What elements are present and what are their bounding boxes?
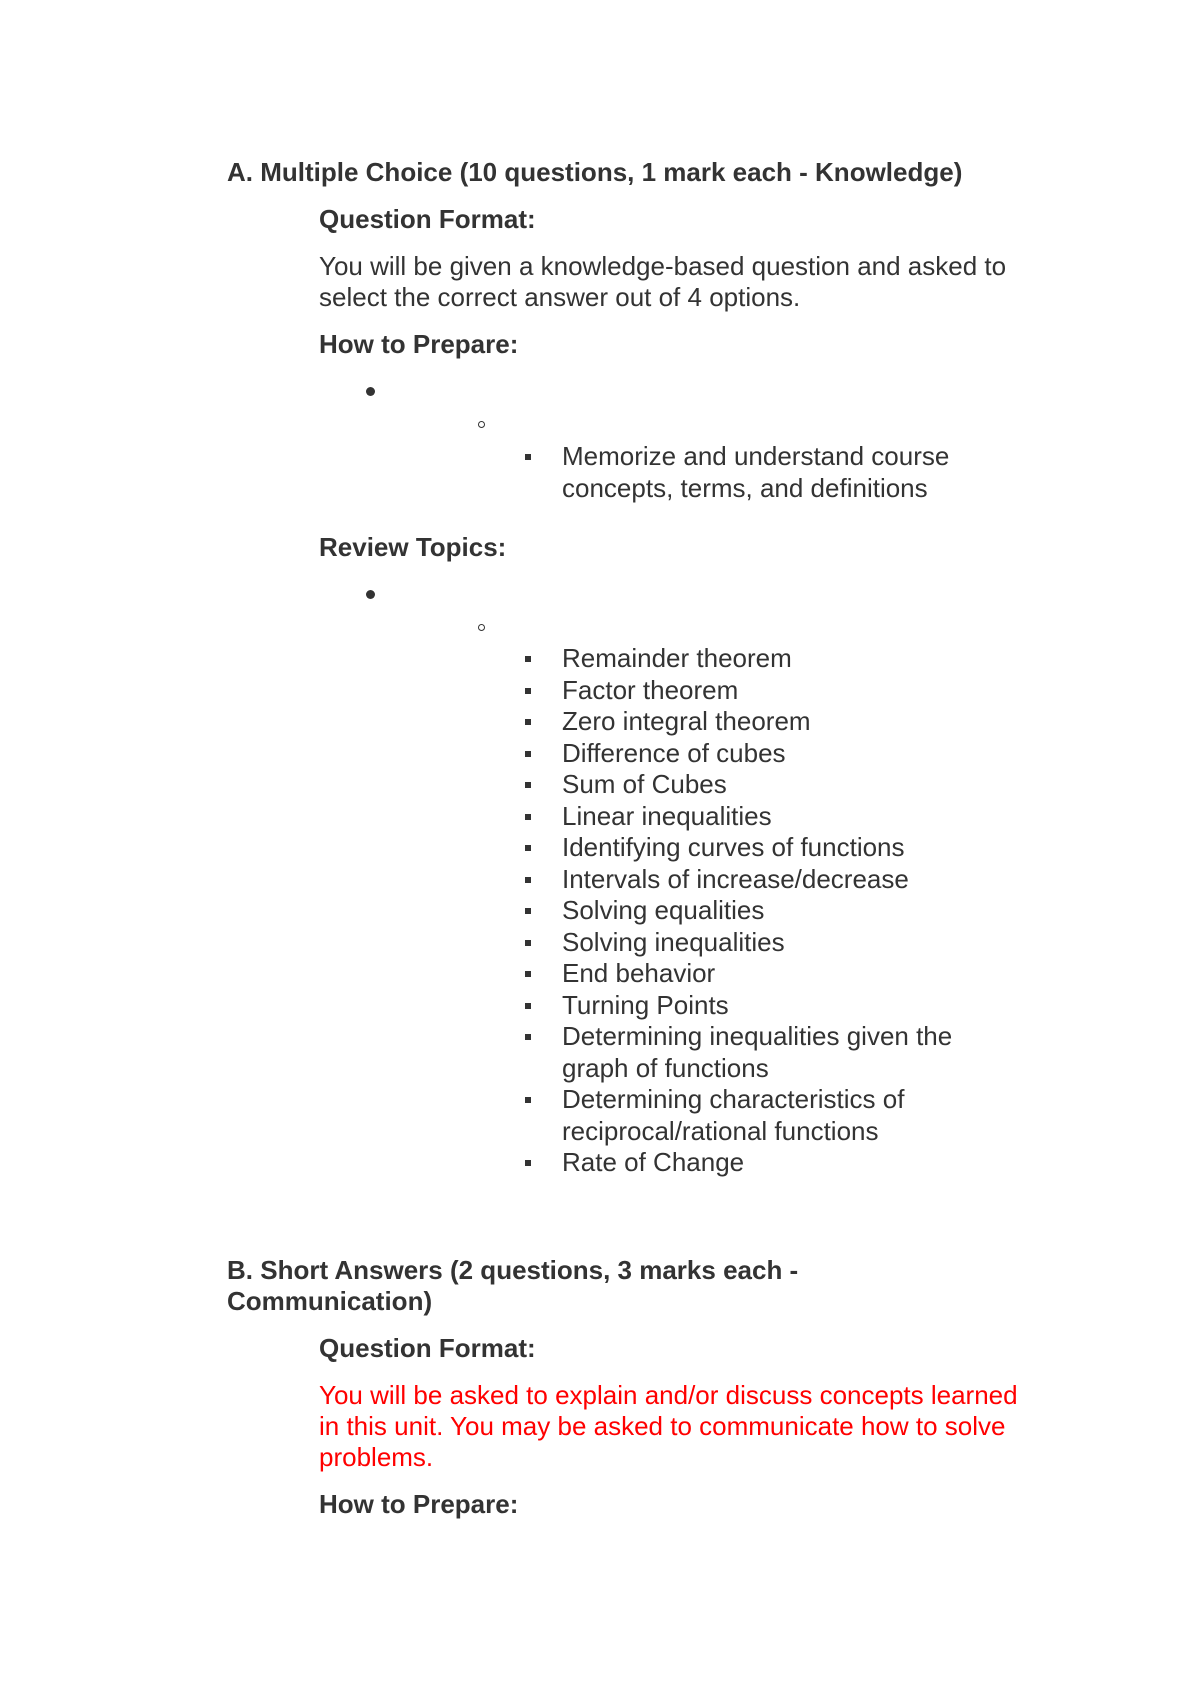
review-topic-text: Determining characteristics of reciprocal/rational functions bbox=[562, 1084, 905, 1146]
list-item bbox=[0, 706, 1002, 738]
review-topic-text: Identifying curves of functions bbox=[562, 832, 905, 862]
list-item bbox=[0, 801, 1002, 833]
review-topic-text: Factor theorem bbox=[562, 674, 739, 705]
square-bullet-icon bbox=[525, 656, 531, 662]
list-item bbox=[0, 895, 1002, 927]
list-item bbox=[0, 441, 1002, 504]
list-item bbox=[0, 990, 1002, 1022]
square-bullet-icon bbox=[525, 814, 531, 820]
section-a-how-to-prepare-heading: How to Prepare: bbox=[319, 329, 519, 359]
square-bullet-icon bbox=[525, 971, 531, 977]
section-a-title: A. Multiple Choice (10 questions, 1 mark each - Knowledge) bbox=[227, 157, 963, 187]
list-item bbox=[0, 864, 1002, 896]
section-b-question-format-text: You will be asked to explain and/or discuss concepts learned in this unit. You may be asked to communicate how to solve problems. bbox=[319, 1380, 1018, 1472]
list-item bbox=[0, 1021, 1002, 1084]
list-item bbox=[0, 769, 1002, 801]
square-bullet-icon bbox=[525, 845, 531, 851]
square-bullet-icon bbox=[525, 782, 531, 788]
square-bullet-icon bbox=[525, 1034, 531, 1040]
square-bullet-icon bbox=[525, 454, 531, 460]
list-item bbox=[0, 832, 1002, 864]
list-item bbox=[0, 675, 1002, 707]
review-topic-text: Difference of cubes bbox=[562, 737, 786, 768]
review-topic-text: Intervals of increase/decrease bbox=[562, 863, 909, 894]
square-bullet-icon bbox=[525, 1160, 531, 1166]
section-a-question-format-heading: Question Format: bbox=[319, 204, 536, 234]
review-topic-text: Turning Points bbox=[562, 989, 729, 1020]
section-b-question-format-heading: Question Format: bbox=[319, 1333, 536, 1363]
list-item bbox=[0, 1147, 1002, 1179]
circle-bullet-icon bbox=[478, 421, 485, 428]
list-item bbox=[0, 643, 1002, 675]
review-topic-text: End behavior bbox=[562, 958, 716, 988]
review-topic-text: Linear inequalities bbox=[562, 800, 772, 831]
review-topic-text: Remainder theorem bbox=[562, 643, 792, 673]
review-topic-text: Solving equalities bbox=[562, 895, 765, 925]
square-bullet-icon bbox=[525, 719, 531, 725]
disc-bullet-icon bbox=[366, 387, 375, 396]
square-bullet-icon bbox=[525, 940, 531, 946]
disc-bullet-icon bbox=[366, 590, 375, 599]
review-topic-text: Zero integral theorem bbox=[562, 706, 811, 736]
section-b-title: B. Short Answers (2 questions, 3 marks each - Communication) bbox=[227, 1255, 799, 1316]
section-a-review-topics-heading: Review Topics: bbox=[319, 532, 507, 562]
review-topic-text: Solving inequalities bbox=[562, 926, 785, 957]
list-item bbox=[0, 1084, 1002, 1147]
square-bullet-icon bbox=[525, 877, 531, 883]
prepare-item-text: Memorize and understand course concepts, terms, and definitions bbox=[562, 441, 950, 503]
section-b-how-to-prepare-heading: How to Prepare: bbox=[319, 1489, 519, 1519]
review-topic-text: Rate of Change bbox=[562, 1147, 745, 1177]
square-bullet-icon bbox=[525, 1003, 531, 1009]
prepare-list bbox=[0, 441, 1002, 504]
section-a-question-format-text: You will be given a knowledge-based question and asked to select the correct answer out of 4 options. bbox=[319, 251, 1007, 312]
review-topics-list bbox=[0, 643, 1002, 1179]
square-bullet-icon bbox=[525, 751, 531, 757]
list-item bbox=[0, 958, 1002, 990]
review-topic-text: Determining inequalities given the graph of functions bbox=[562, 1021, 953, 1083]
list-item bbox=[0, 738, 1002, 770]
circle-bullet-icon bbox=[478, 624, 485, 631]
square-bullet-icon bbox=[525, 908, 531, 914]
square-bullet-icon bbox=[525, 688, 531, 694]
square-bullet-icon bbox=[525, 1097, 531, 1103]
review-topic-text: Sum of Cubes bbox=[562, 769, 727, 799]
list-item bbox=[0, 927, 1002, 959]
